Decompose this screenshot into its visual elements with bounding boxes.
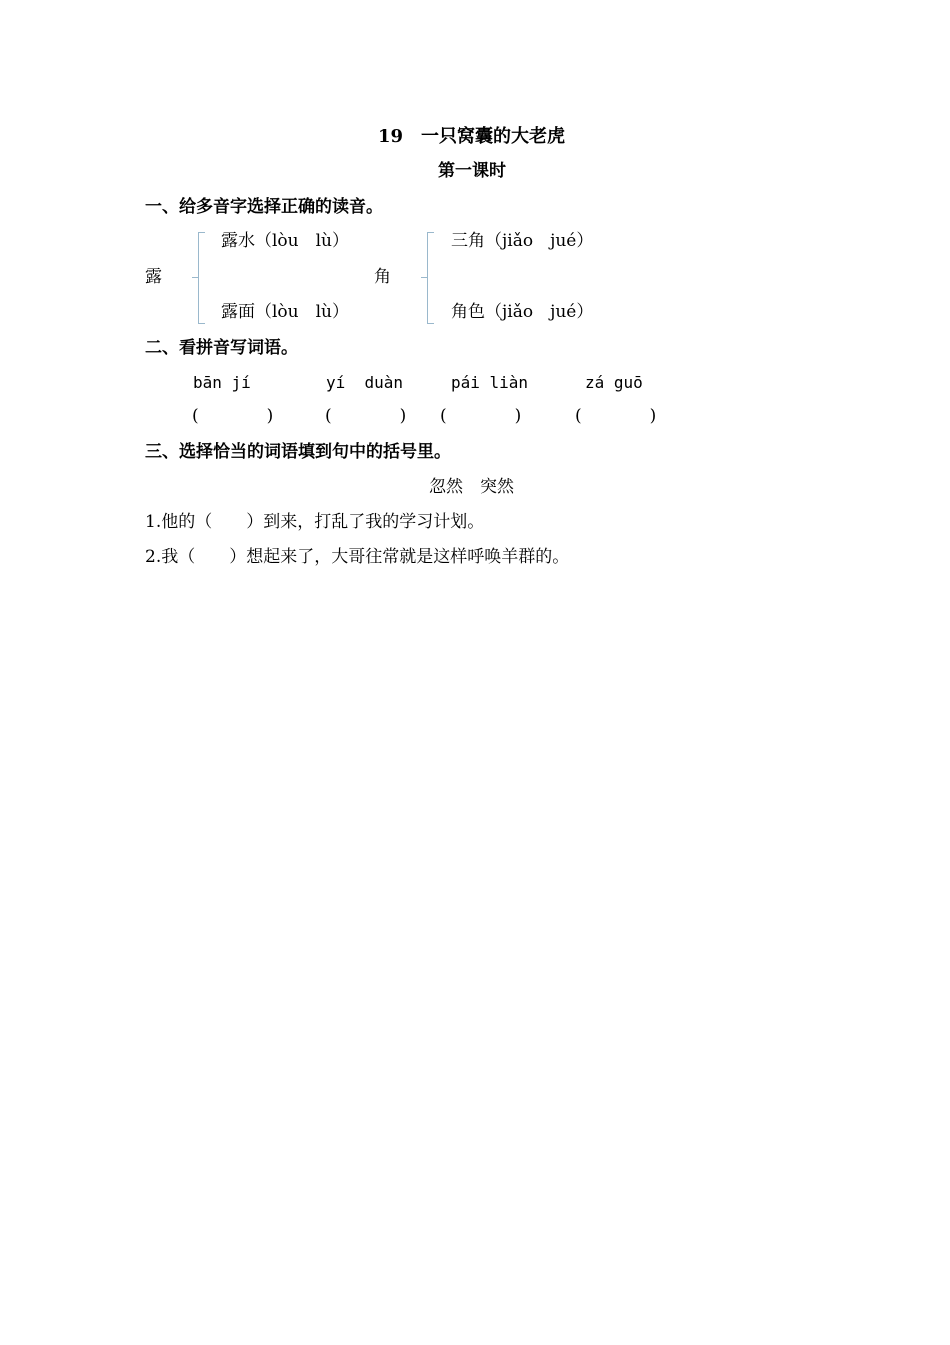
pinyin-banji: bān jí (193, 373, 251, 392)
brace-tick-1 (192, 277, 198, 278)
brace-left-2 (427, 232, 434, 324)
pinyin-yiduan: yí duàn (326, 373, 404, 392)
option-lumian[interactable]: 露面（lòu lù） (221, 302, 350, 322)
polyphone-char-jiao: 角 (374, 267, 391, 287)
page-subtitle: 第一课时 (438, 161, 506, 181)
page-title: 19 一只窝囊的大老虎 (378, 126, 566, 147)
section3-heading: 三、选择恰当的词语填到句中的括号里。 (145, 442, 451, 462)
word-options: 忽然 突然 (429, 477, 514, 497)
answer-blank-1[interactable]: ( ) (192, 406, 274, 426)
answer-blank-3[interactable]: ( ) (440, 406, 522, 426)
brace-tick-2 (421, 277, 427, 278)
polyphone-char-lu: 露 (145, 267, 162, 287)
sentence-2[interactable]: 2.我（ ）想起来了，大哥往常就是这样呼唤羊群的。 (145, 547, 570, 567)
answer-blank-2[interactable]: ( ) (325, 406, 407, 426)
section2-heading: 二、看拼音写词语。 (145, 338, 298, 358)
sentence-1[interactable]: 1.他的（ ）到来，打乱了我的学习计划。 (145, 512, 485, 532)
pinyin-zaguo: zá guō (585, 373, 643, 392)
section1-heading: 一、给多音字选择正确的读音。 (145, 197, 383, 217)
pinyin-pailian: pái liàn (451, 373, 529, 392)
option-jiaose[interactable]: 角色（jiǎo jué） (451, 302, 594, 322)
brace-left-1 (198, 232, 205, 324)
option-sanjiao[interactable]: 三角（jiǎo jué） (451, 231, 594, 251)
answer-blank-4[interactable]: ( ) (575, 406, 657, 426)
option-lushui[interactable]: 露水（lòu lù） (221, 231, 350, 251)
